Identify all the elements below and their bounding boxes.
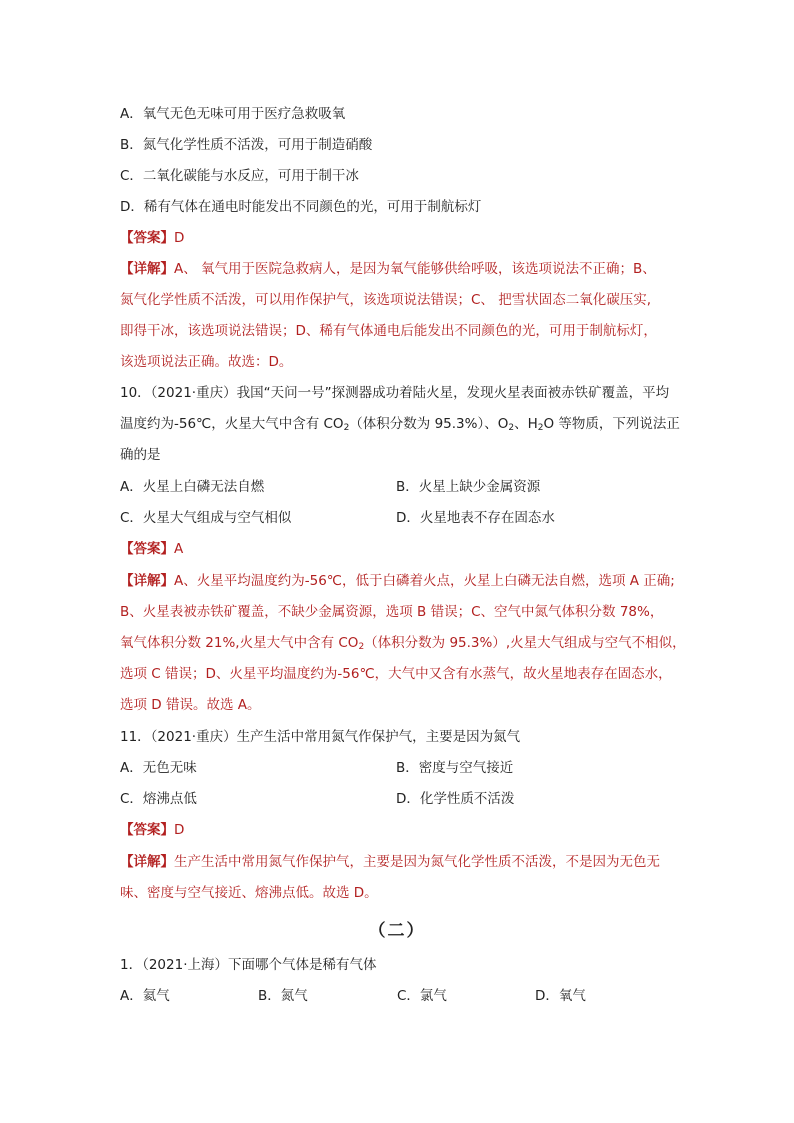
q11-options-row-1 bbox=[120, 758, 514, 778]
q11-option-d: D．化学性质不活泼 bbox=[396, 791, 515, 807]
q9-explanation-line-2: 氮气化学性质不活泼，可以用作保护气，该选项说法错误；C、 把雪状固态二氧化碳压实, bbox=[120, 292, 652, 308]
s2q1-option-d: D．氧气 bbox=[535, 988, 586, 1004]
q11-options-row-2 bbox=[120, 789, 515, 809]
q11-explanation-line-1 bbox=[120, 852, 660, 872]
q9-explanation-line-1 bbox=[120, 259, 656, 279]
q10-options-row-2 bbox=[120, 508, 555, 528]
q11-option-c: C．熔沸点低 bbox=[120, 791, 197, 807]
explain-text: 生产生活中常用氮气作保护气，主要是因为氮气化学性质不活泼，不是因为无色无 bbox=[174, 854, 660, 870]
stem-text: 、H bbox=[514, 416, 538, 432]
q10-explanation-line-1 bbox=[120, 571, 675, 591]
q11-stem: 11．（2021·重庆）生产生活中常用氮气作保护气，主要是因为氮气 bbox=[120, 729, 521, 745]
q10-stem-line-2 bbox=[120, 414, 680, 438]
q9-option-b: B．氮气化学性质不活泼，可用于制造硝酸 bbox=[120, 137, 373, 153]
q10-explanation-line-5: 选项 D 错误。故选 A。 bbox=[120, 697, 261, 713]
q10-explanation-line-4: 选项 C 错误；D、火星平均温度约为-56℃，大气中又含有水蒸气，故火星地表存在固态水， bbox=[120, 666, 672, 682]
section-title: （二） bbox=[368, 921, 426, 941]
answer-value: A bbox=[174, 541, 184, 557]
answer-value: D bbox=[174, 230, 185, 246]
q10-option-a: A．火星上白磷无法自燃 bbox=[120, 479, 265, 495]
answer-label: 【答案】 bbox=[120, 822, 174, 838]
subscript: 2 bbox=[508, 423, 515, 433]
q9-explanation-line-4: 该选项说法正确。故选：D。 bbox=[120, 354, 293, 370]
q9-option-c: C．二氧化碳能与水反应，可用于制干冰 bbox=[120, 168, 359, 184]
q11-option-a: A．无色无味 bbox=[120, 760, 197, 776]
explain-text: 氧气体积分数 21%,火星大气中含有 CO bbox=[120, 635, 359, 651]
q10-option-c: C．火星大气组成与空气相似 bbox=[120, 510, 292, 526]
q9-option-a: A．氧气无色无味可用于医疗急救吸氧 bbox=[120, 106, 346, 122]
stem-text: （体积分数为 95.3%）、O bbox=[349, 416, 509, 432]
s2q1-option-b: B．氮气 bbox=[258, 988, 308, 1004]
s2q1-option-c: C．氯气 bbox=[397, 988, 447, 1004]
answer-label: 【答案】 bbox=[120, 541, 174, 557]
s2q1-option-a: A．氦气 bbox=[120, 988, 170, 1004]
s2q1-stem: 1．（2021·上海）下面哪个气体是稀有气体 bbox=[120, 957, 377, 973]
q9-option-d: D．稀有气体在通电时能发出不同颜色的光，可用于制航标灯 bbox=[120, 199, 482, 215]
q10-option-d: D．火星地表不存在固态水 bbox=[396, 510, 555, 526]
subscript: 2 bbox=[358, 642, 365, 652]
q10-explanation-line-3 bbox=[120, 633, 686, 657]
explain-text: A、火星平均温度约为-56℃，低于白磷着火点，火星上白磷无法自燃，选项 A 正确; bbox=[174, 573, 675, 589]
answer-label: 【答案】 bbox=[120, 230, 174, 246]
q11-explanation-line-2: 味、密度与空气接近、熔沸点低。故选 D。 bbox=[120, 885, 378, 901]
stem-text: 温度约为-56℃，火星大气中含有 CO bbox=[120, 416, 344, 432]
stem-text: O 等物质，下列说法正 bbox=[543, 416, 680, 432]
q10-options-row-1 bbox=[120, 477, 541, 497]
explain-label: 【详解】 bbox=[120, 854, 174, 870]
explain-text: A、 氧气用于医院急救病人，是因为氧气能够供给呼吸，该选项说法不正确；B、 bbox=[174, 261, 656, 277]
q9-answer bbox=[120, 228, 184, 248]
q11-option-b: B．密度与空气接近 bbox=[396, 760, 514, 776]
q10-explanation-line-2: B、火星表被赤铁矿覆盖，不缺少金属资源，选项 B 错误；C、空气中氮气体积分数 78%， bbox=[120, 604, 664, 620]
q10-stem-line-1: 10．（2021·重庆）我国“天问一号”探测器成功着陆火星，发现火星表面被赤铁矿覆盖，平均 bbox=[120, 385, 670, 401]
subscript: 2 bbox=[343, 423, 350, 433]
q9-explanation-line-3: 即得干冰，该选项说法错误；D、稀有气体通电后能发出不同颜色的光，可用于制航标灯， bbox=[120, 323, 657, 339]
q10-answer bbox=[120, 539, 183, 559]
q11-answer bbox=[120, 820, 184, 840]
explain-text: （体积分数为 95.3%）,火星大气组成与空气不相似， bbox=[364, 635, 686, 651]
q10-stem-line-3: 确的是 bbox=[120, 447, 161, 463]
subscript: 2 bbox=[537, 423, 544, 433]
answer-value: D bbox=[174, 822, 185, 838]
explain-label: 【详解】 bbox=[120, 261, 174, 277]
q10-option-b: B．火星上缺少金属资源 bbox=[396, 479, 541, 495]
explain-label: 【详解】 bbox=[120, 573, 174, 589]
